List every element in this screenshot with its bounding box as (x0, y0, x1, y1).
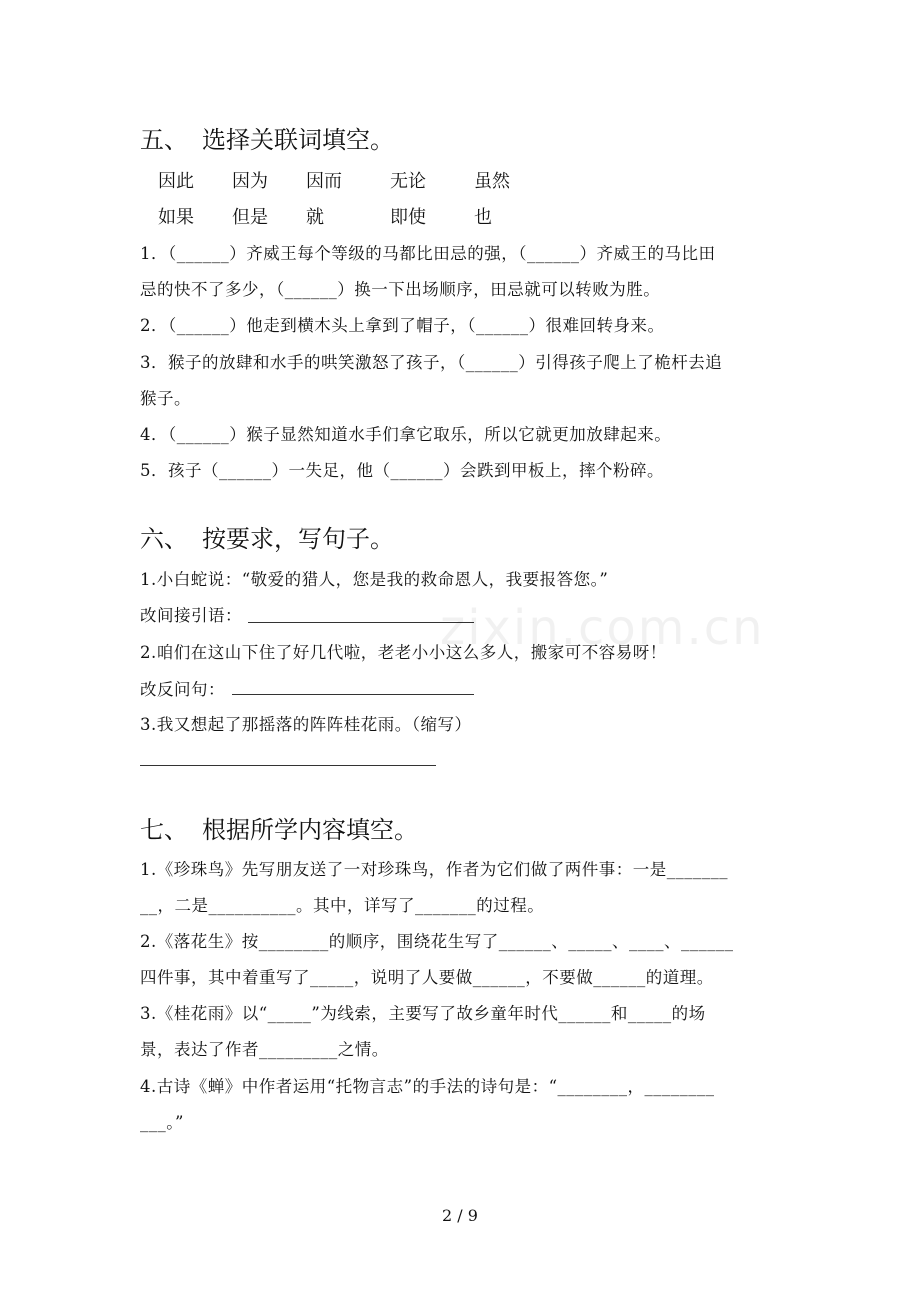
question-line: 4.古诗《蝉》中作者运用“托物言志”的手法的诗句是：“________，________ (140, 1077, 715, 1096)
question-line: 1.小白蛇说：“敬爱的猎人，您是我的救命恩人，我要报答您。” (140, 570, 609, 589)
word-bank-item: 即使 (390, 207, 426, 228)
question-line: 3.我又想起了那摇落的阵阵桂花雨。（缩写） (140, 715, 472, 734)
word-bank-item: 但是 (232, 207, 268, 228)
question-line: 2．（______）他走到横木头上拿到了帽子，（______）很难回转身来。 (140, 316, 665, 335)
section5-heading (140, 120, 394, 155)
question-line: 猴子。 (140, 389, 191, 408)
section7-heading-text: 根据所学内容填空。 (202, 816, 418, 844)
answer-line[interactable] (232, 694, 474, 695)
question-line: ___。” (140, 1113, 184, 1132)
page-number: 2 / 9 (442, 1206, 478, 1225)
word-bank-item: 就 (306, 207, 324, 228)
word-bank-item: 虽然 (474, 171, 510, 192)
question-line: 5．孩子（______）一失足，他（______）会跌到甲板上，摔个粉碎。 (140, 461, 664, 480)
answer-line[interactable] (140, 765, 436, 766)
question-line: 2.《落花生》按________的顺序，围绕花生写了______、_____、____、______ (140, 932, 734, 951)
section6-heading-num: 六、 (140, 525, 188, 553)
section6-heading-text: 按要求，写句子。 (202, 525, 394, 553)
question-line: 2.咱们在这山下住了好几代啦，老老小小这么多人，搬家可不容易呀！ (140, 643, 667, 662)
section5-heading-num: 五、 (140, 126, 188, 154)
question-line: 3.《桂花雨》以“_____”为线索，主要写了故乡童年时代______和_____的场 (140, 1004, 706, 1023)
word-bank-item: 因为 (232, 171, 268, 192)
question-line: 景，表达了作者_________之情。 (140, 1040, 389, 1059)
section7-heading (140, 810, 418, 845)
answer-prompt: 改间接引语： (140, 606, 242, 625)
question-line: 3．猴子的放肆和水手的哄笑激怒了孩子，（______）引得孩子爬上了桅杆去追 (140, 353, 723, 372)
word-bank-item: 因而 (306, 171, 342, 192)
watermark: zixin.com.cn (440, 600, 765, 656)
word-bank-item: 无论 (390, 171, 426, 192)
question-line: __，二是__________。其中，详写了_______的过程。 (140, 896, 545, 915)
question-line: 忌的快不了多少，（______）换一下出场顺序，田忌就可以转败为胜。 (140, 280, 661, 299)
question-line: 四件事，其中着重写了_____，说明了人要做______，不要做______的道理。 (140, 968, 714, 987)
question-line: 1.《珍珠鸟》先写朋友送了一对珍珠鸟，作者为它们做了两件事：一是_______ (140, 860, 728, 879)
word-bank-item: 也 (474, 207, 492, 228)
question-line: 4．（______）猴子显然知道水手们拿它取乐，所以它就更加放肆起来。 (140, 425, 672, 444)
section6-heading (140, 519, 394, 554)
answer-prompt: 改反问句： (140, 680, 225, 699)
word-bank-item: 如果 (158, 207, 194, 228)
word-bank-item: 因此 (158, 171, 194, 192)
question-line: 1．（______）齐威王每个等级的马都比田忌的强，（______）齐威王的马比田 (140, 244, 716, 263)
section7-heading-num: 七、 (140, 816, 188, 844)
section5-heading-text: 选择关联词填空。 (202, 126, 394, 154)
